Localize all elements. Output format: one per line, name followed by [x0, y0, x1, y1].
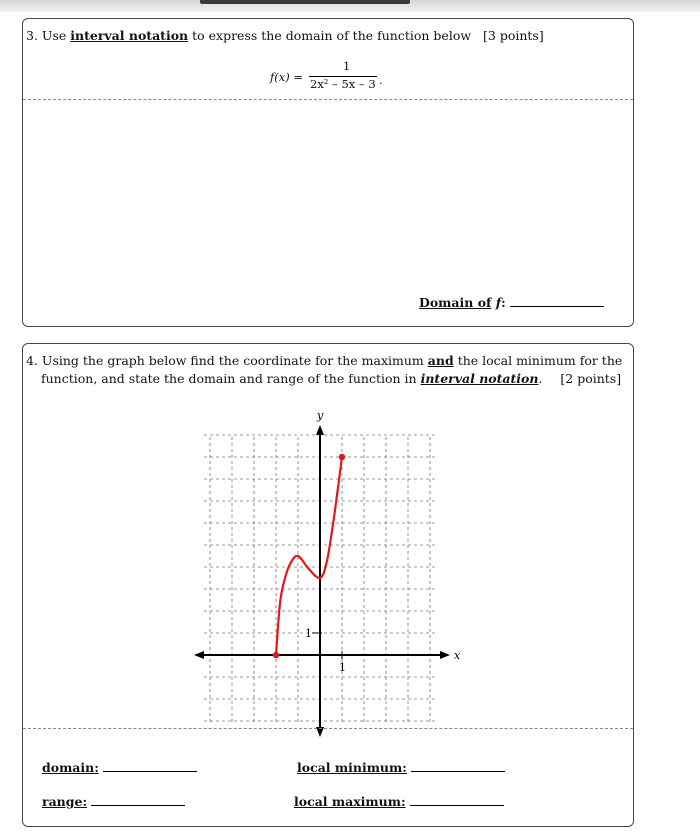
x-tick-label: 1 — [339, 661, 346, 674]
y-axis-label: y — [317, 409, 324, 422]
function-period: . — [379, 73, 383, 87]
local-maximum-answer — [294, 794, 504, 809]
range-answer-line[interactable] — [91, 805, 185, 806]
question-3-text-pre: Use — [41, 28, 67, 43]
domain-of-f-label — [419, 295, 604, 310]
left-endpoint-dot — [273, 652, 279, 658]
local-maximum-answer-line[interactable] — [410, 805, 504, 806]
function-denominator: 2x² – 5x – 3 — [310, 77, 376, 91]
x-axis-label: x — [454, 649, 461, 662]
function-numerator: 1 — [343, 59, 351, 73]
question-4-and: and — [427, 353, 454, 368]
question-4-line1-pre: Using the graph below find the coordinate for the maximum — [41, 353, 424, 368]
question-4-emphasis: interval notation — [420, 371, 539, 386]
domain-label: domain: — [42, 760, 99, 775]
domain-of-label-colon: : — [501, 295, 506, 310]
question-3-text-post: to express the domain of the function below — [192, 28, 472, 43]
question-4-line2-pre: function, and state the domain and range of the function in — [41, 371, 417, 386]
question-3-prompt — [26, 27, 626, 45]
domain-answer-line[interactable] — [103, 771, 197, 772]
question-4-points: [2 points] — [560, 371, 622, 386]
local-minimum-label: local minimum: — [297, 760, 407, 775]
window-tab-bar — [200, 0, 410, 4]
function-graph — [23, 344, 633, 744]
y-axis-arrow-up — [316, 425, 324, 435]
question-3-points: [3 points] — [483, 28, 544, 43]
domain-of-label-text: Domain of — [419, 295, 492, 310]
right-endpoint-dot — [339, 454, 345, 460]
function-lhs: f(x) = — [270, 70, 304, 84]
question-4-line2-end: . — [538, 371, 543, 386]
question-4-card — [22, 343, 634, 827]
question-4-number: 4. — [26, 353, 38, 368]
x-axis-arrow-left — [194, 651, 204, 659]
local-minimum-answer — [297, 760, 505, 775]
graph-divider — [23, 728, 633, 729]
answer-area-divider — [23, 99, 633, 100]
domain-of-label-var: f — [495, 295, 502, 310]
question-3-number: 3. — [26, 28, 38, 43]
domain-of-f-answer-line[interactable] — [510, 306, 604, 307]
function-curve — [276, 457, 342, 655]
domain-answer — [42, 760, 197, 775]
question-3-emphasis: interval notation — [70, 28, 189, 43]
x-axis-arrow-right — [440, 651, 450, 659]
range-label: range: — [42, 794, 88, 809]
local-minimum-answer-line[interactable] — [411, 771, 505, 772]
y-tick-label: 1 — [305, 627, 312, 640]
local-maximum-label: local maximum: — [294, 794, 406, 809]
question-4-line1-post: the local minimum for the — [457, 353, 623, 368]
range-answer — [42, 794, 185, 809]
question-3-card — [22, 18, 634, 327]
